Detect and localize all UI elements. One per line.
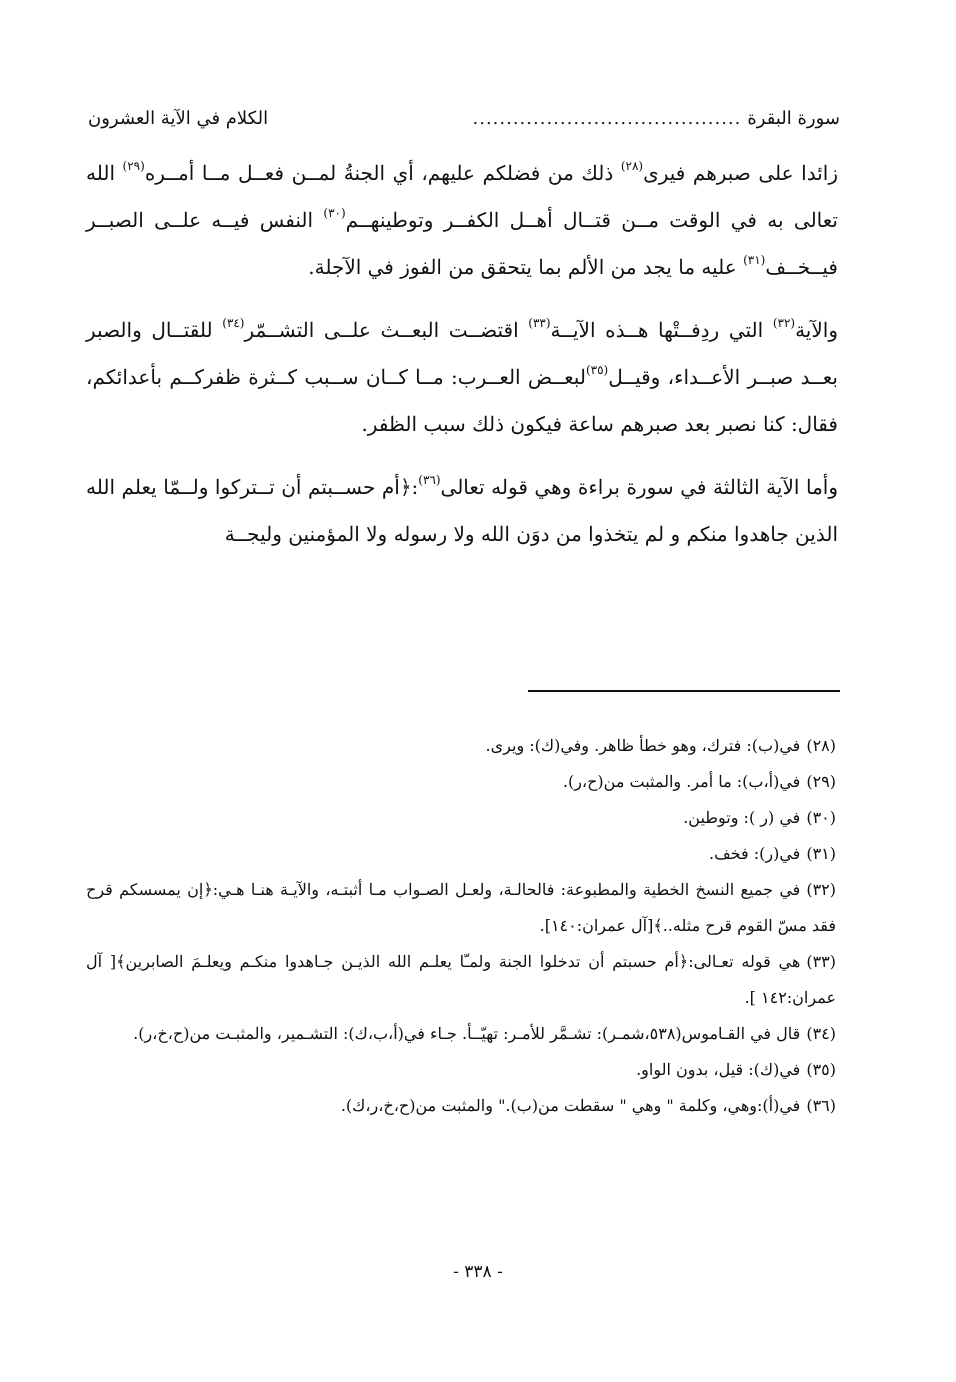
footnote [86, 1088, 836, 1124]
page-number: - ٣٣٨ - [453, 1262, 503, 1282]
footnote [86, 728, 836, 764]
footnote-text: في(أ):وهي، وكلمة " وهي " سقطت من(ب)." والمثبت من(ح،خ،ر،ك). [340, 1096, 801, 1115]
footnote-ref: (٣٦) [418, 473, 441, 488]
footnote-ref: (٣٠) [323, 206, 346, 221]
paragraph-2 [86, 307, 838, 448]
body-text: لبعــض العــرب: مــا كــان ســبب كــثرة ظفركــم بأعدائكم، فقال: كنا نصبر بعد صبرهم ساعة فيكون ذلك سبب الظفر. [86, 365, 838, 436]
body-text: الله تعالى به في الوقت مــن قتــال أهــل الكفــر وتوطينهــم [86, 161, 838, 232]
body-text: للقتــال والصبر بعــد صبــر الأعــداء، وقيــل [86, 318, 838, 389]
footnote-number: (٣٠) [806, 808, 836, 827]
footnote-number: (٣١) [806, 844, 836, 863]
footnote [86, 944, 836, 1016]
footnote-text: في (ر ): وتوطين. [683, 808, 801, 827]
paragraph-3 [86, 464, 838, 558]
footnote-number: (٣٣) [806, 952, 836, 971]
body-text: النفس فيــه علــى الصبــر فيــخــف [86, 208, 838, 279]
footnote-ref: (٣١) [743, 253, 766, 268]
running-header [88, 100, 840, 136]
footnote-text: هي قوله تعـالى:﴿أم حسبتم أن تدخلوا الجنة ولمـّا يعلـم الله الذيـن جـاهدوا منكـم ويعلـمَ الصابرين﴾[ آل عمران:١٤٢ ]. [86, 952, 836, 1007]
footnote [86, 872, 836, 944]
footnote-text: في(ب): فترك، وهو خطأ ظاهر. وفي(ك): ويرى. [485, 736, 801, 755]
main-text [86, 150, 838, 558]
body-text: اقتضــت البعــث علــى التشــمّر [244, 318, 529, 342]
footnote-ref: (٣٣) [528, 316, 551, 331]
footnote-ref: (٣٢) [772, 316, 796, 331]
footnote [86, 764, 836, 800]
footnote [86, 836, 836, 872]
footnote-text: في(ك): قيل، بدون الواو. [636, 1060, 801, 1079]
footnote-number: (٢٨) [806, 736, 836, 755]
body-text: وأما الآية الثالثة في سورة براءة وهي قوله تعالى [440, 475, 839, 499]
footnote [86, 1016, 836, 1052]
paragraph-1 [86, 150, 838, 291]
footnote-text: في(أ،ب): ما أمر. والمثبت من(ح،ر). [562, 772, 801, 791]
footnote-text: في(ر): فخف. [709, 844, 801, 863]
body-text: زائدا على صبرهم فيرى [643, 161, 838, 185]
footnote-number: (٣٤) [806, 1024, 836, 1043]
footnote [86, 1052, 836, 1088]
footnotes [86, 728, 836, 1124]
footnote [86, 800, 836, 836]
footnote-text: في جميع النسخ الخطية والمطبوعة: فالحالـة، ولعـل الصـواب مـا أثبتـه، والآيـة هنـا هـي:﴿إن يمسسكم قرح فقد مسّ القوم قرح مثله..﴾[آل عمران:١٤٠]. [86, 880, 836, 935]
footnote-number: (٣٦) [806, 1096, 836, 1115]
body-text: عليه ما يجد من الألم بما يتحقق من الفوز في الآجلة. [308, 255, 744, 279]
footnote-number: (٣٥) [806, 1060, 836, 1079]
body-text: :﴿أم حســبتم أن تــتركوا ولــمّا يعلم الله الذين جاهدوا منكم و لم يتخذوا من دوَن الله ولا رسوله ولا المؤمنين وليجــة [86, 475, 838, 546]
body-text: التي ردِفــتْها هــذه الآيــة [550, 318, 773, 342]
footnote-ref: (٢٨) [620, 159, 644, 174]
footnote-ref: (٣٥) [585, 363, 609, 378]
footnote-ref: (٣٤) [222, 316, 245, 331]
footnote-number: (٣٢) [806, 880, 836, 899]
footnote-separator [528, 690, 840, 692]
footnote-number: (٢٩) [806, 772, 836, 791]
footnote-ref: (٢٩) [122, 159, 145, 174]
body-text: والآية [795, 318, 838, 342]
body-text: ذلك من فضلكم عليهم، أي الجنةُ لمــن فعــل مــا أمــره [144, 161, 621, 185]
header-section: الكلام في الآية العشرون [88, 107, 269, 129]
header-surah: سورة البقرة [747, 107, 840, 129]
header-dots: ........................................ [472, 107, 742, 129]
footnote-text: قال في القـاموس(٥٣٨،شمـر): تشـمَّر للأمـر: تهيّــأ. جـاء في(أ،ب،ك): التشـمير، والمثبـت من(ح،خ،ر). [133, 1024, 801, 1043]
